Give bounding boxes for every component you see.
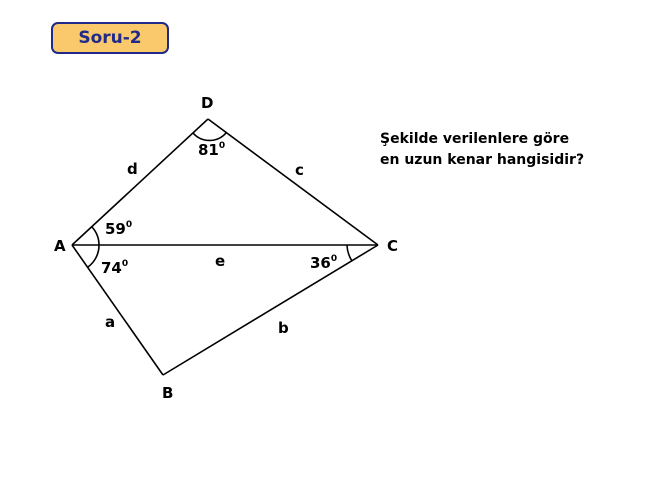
angle-arc-acb (347, 245, 352, 261)
question-line-2: en uzun kenar hangisidir? (380, 152, 585, 168)
angle-label-acb (310, 254, 337, 272)
angle-value-acb: 36 (310, 254, 331, 272)
side-label-a: a (105, 313, 116, 331)
angle-degree-dac: 0 (125, 220, 133, 230)
side-label-d: d (127, 160, 138, 178)
angle-value-cab: 74 (101, 259, 122, 277)
angle-arc-d (193, 133, 226, 140)
angle-label-d (198, 141, 225, 159)
question-number-badge: Soru-2 (51, 22, 169, 54)
vertex-label-d: D (201, 94, 214, 112)
side-c (208, 119, 378, 245)
angle-degree-d: 0 (218, 141, 226, 151)
angle-label-cab (101, 259, 128, 277)
vertex-label-c: C (387, 237, 399, 255)
question-line-1: Şekilde verilenlere göre (380, 131, 570, 147)
angle-label-dac (105, 220, 132, 238)
side-d (72, 119, 208, 245)
vertex-label-a: A (54, 237, 66, 255)
angle-degree-cab: 0 (121, 259, 129, 269)
angle-value-d: 81 (198, 141, 219, 159)
vertex-label-b: B (162, 384, 174, 402)
angle-arc-cab (88, 245, 99, 267)
side-label-c: c (295, 161, 304, 179)
side-b (163, 245, 378, 375)
side-label-b: b (278, 319, 289, 337)
side-label-e: e (215, 252, 226, 270)
angle-degree-acb: 0 (330, 254, 338, 264)
angle-value-dac: 59 (105, 220, 126, 238)
angle-arc-dac (92, 227, 99, 245)
